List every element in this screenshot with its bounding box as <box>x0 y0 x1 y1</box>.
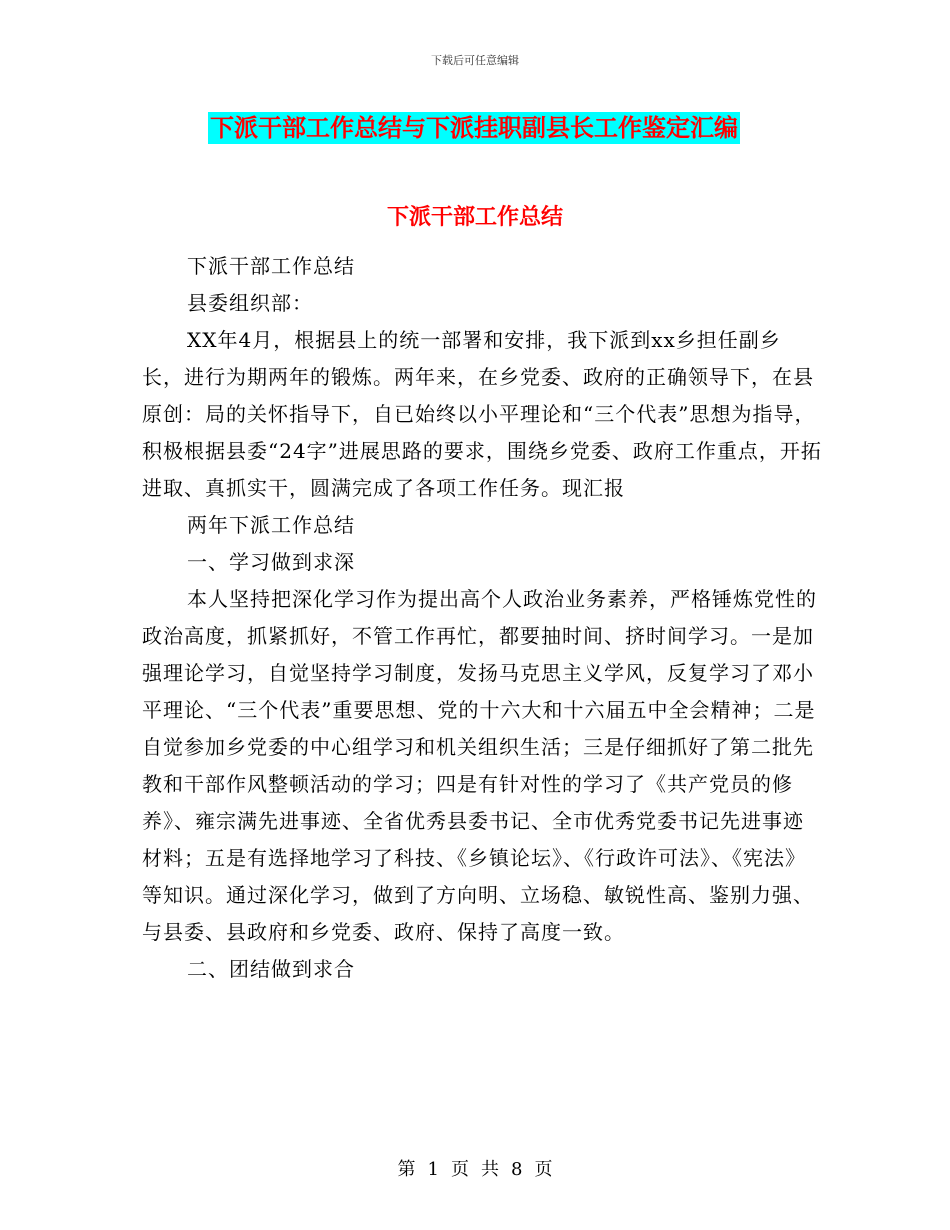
paragraph-section-1-body: 本人坚持把深化学习作为提出高个人政治业务素养，严格锤炼党性的政治高度，抓紧抓好，不管工作再忙，都要抽时间、挤时间学习。一是加强理论学习，自觉坚持学习制度，发扬马克思主义学风，反复学习了邓小平理论、“三个代表”重要思想、党的十六大和十六届五中全会精神；二是自觉参加乡党委的中心组学习和机关组织生活；三是仔细抓好了第二批先教和干部作风整顿活动的学习；四是有针对性的学习了《共产党员的修养》、雍宗满先进事迹、全省优秀县委书记、全市优秀党委书记先进事迹材料；五是有选择地学习了科技、《乡镇论坛》、《行政许可法》、《宪法》等知识。通过深化学习，做到了方向明、立场稳、敏锐性高、鉴别力强、与县委、县政府和乡党委、政府、保持了高度一致。 <box>142 587 817 944</box>
paragraph-section-2-heading: 二、团结做到求合 <box>187 957 355 981</box>
document-body <box>142 248 822 988</box>
document-main-title: 下派干部工作总结与下派挂职副县长工作鉴定汇编 <box>210 114 738 142</box>
footer-total-pages: 8 <box>511 1159 523 1180</box>
header-note: 下载后可任意编辑 <box>431 54 519 67</box>
footer-total-prefix: 共 <box>481 1159 499 1180</box>
footer-current-page: 1 <box>427 1159 439 1180</box>
document-subtitle: 下派干部工作总结 <box>386 205 563 230</box>
footer-suffix: 页 <box>534 1159 553 1180</box>
page-footer <box>0 1155 950 1181</box>
footer-prefix: 第 <box>397 1159 416 1180</box>
paragraph-intro: XX年4月，根据县上的统一部署和安排，我下派到xx乡担任副乡长，进行为期两年的锻炼。两年来，在乡党委、政府的正确领导下，在县原创：局的关怀指导下，自已始终以小平理论和“三个代表”思想为指导，积极根据县委“24字”进展思路的要求，围绕乡党委、政府工作重点，开拓进取、真抓实干，圆满完成了各项工作任务。现汇报 <box>142 328 822 500</box>
paragraph-section-title: 两年下派工作总结 <box>187 513 355 537</box>
paragraph-addressee: 县委组织部： <box>187 291 313 315</box>
paragraph-section-1-heading: 一、学习做到求深 <box>187 550 355 574</box>
footer-page-word: 页 <box>451 1159 469 1180</box>
paragraph-heading: 下派干部工作总结 <box>187 254 355 278</box>
